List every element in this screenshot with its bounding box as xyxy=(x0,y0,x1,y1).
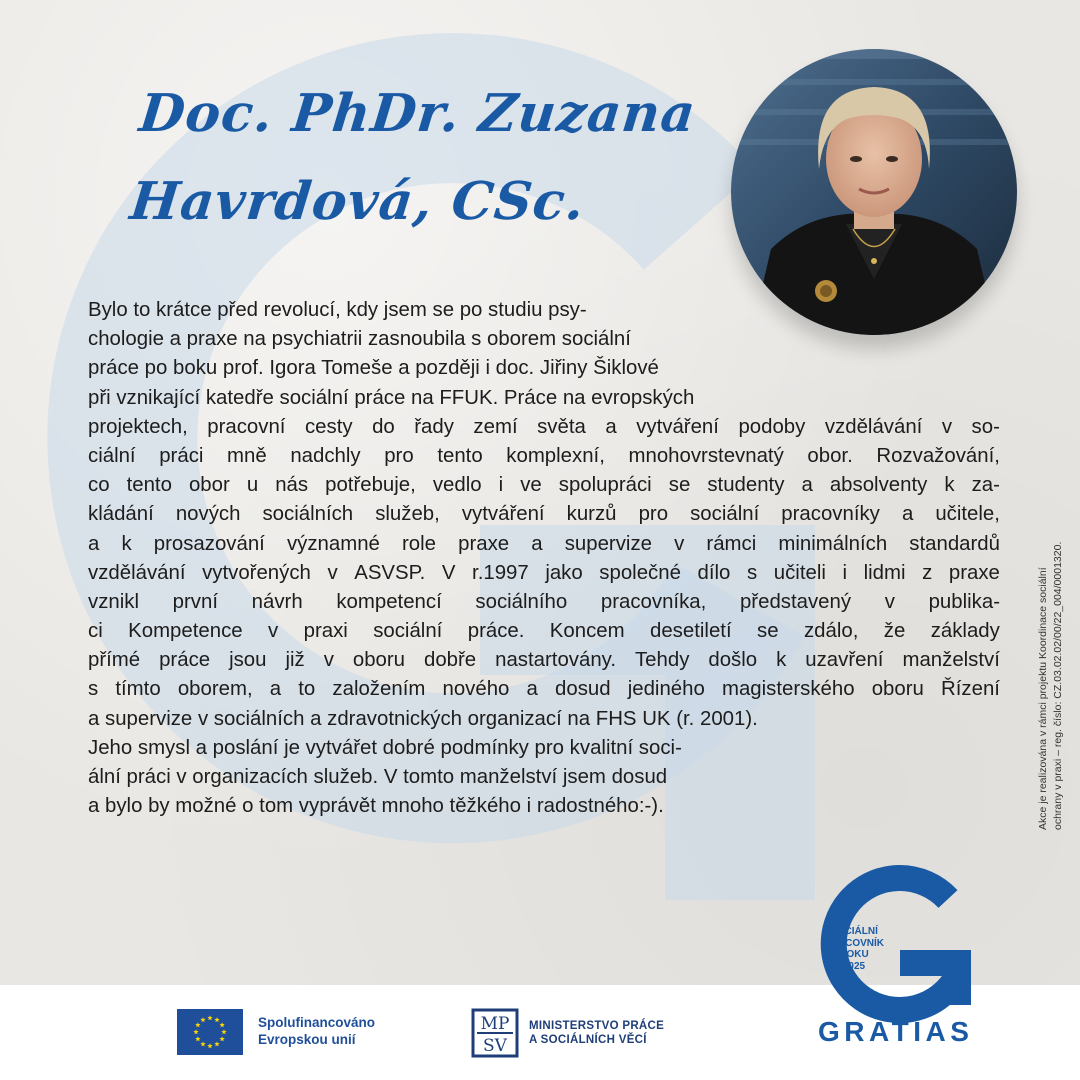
award-label-line-4: 2025 xyxy=(842,960,866,972)
text-word: učiteli xyxy=(773,561,826,584)
text-word: spolupráci xyxy=(558,474,652,497)
text-word: ve xyxy=(520,474,542,497)
text-word: k xyxy=(776,649,787,672)
text-line xyxy=(88,675,1000,704)
text-word: mně xyxy=(227,444,267,467)
text-word: návrh xyxy=(251,590,303,613)
text-word: pracovníky xyxy=(781,503,880,526)
text-word: magisterského xyxy=(721,678,855,701)
text-word: sociálních xyxy=(262,503,354,526)
text-word: supervize xyxy=(564,532,652,555)
text-word: vytváření xyxy=(636,415,719,438)
portrait-photo xyxy=(731,49,1017,335)
text-word: komplexní, xyxy=(506,444,605,467)
text-word: praxi xyxy=(303,620,348,643)
text-word: ci xyxy=(88,620,103,643)
text-word: v xyxy=(268,620,279,643)
text-word: vytváření xyxy=(461,503,545,526)
text-word: dosud xyxy=(555,678,611,701)
text-line xyxy=(88,588,1000,617)
text-word: světa xyxy=(537,415,586,438)
text-word: ASVSP. xyxy=(354,561,426,584)
text-word: role xyxy=(402,532,437,555)
text-word: sociálního xyxy=(475,590,568,613)
text-word: v xyxy=(941,415,953,438)
text-word: k xyxy=(121,532,132,555)
text-word: a xyxy=(531,532,543,555)
text-word: a xyxy=(526,678,538,701)
project-note-line-1: Akce je realizována v rámci projektu Koordinace sociální xyxy=(1037,567,1049,830)
text-word: nastartovány. xyxy=(495,649,617,672)
text-line: chologie a praxe na psychiatrii zasnoubila s oborem sociální xyxy=(88,328,631,351)
text-word: obor. xyxy=(807,444,853,467)
text-word: praxe xyxy=(458,532,510,555)
mpsv-mark-top: MP xyxy=(480,1014,510,1034)
ministry-label xyxy=(529,1019,664,1047)
text-word: oboru xyxy=(352,649,406,672)
text-word: i xyxy=(842,561,847,584)
text-word: pro xyxy=(638,503,669,526)
text-word: podoby xyxy=(738,415,806,438)
text-word: učitele, xyxy=(935,503,1000,526)
text-word: lidmi xyxy=(863,561,906,584)
text-word: rámci xyxy=(706,532,757,555)
project-note-line-2: ochrany v praxi – reg. číslo: CZ.03.02.02/00/22_004/0001320. xyxy=(1052,541,1064,830)
text-word: pro xyxy=(384,444,414,467)
text-word: tento xyxy=(437,444,483,467)
text-word: minimálních xyxy=(778,532,888,555)
text-word: jako xyxy=(545,561,583,584)
gratias-wordmark: GRATIAS xyxy=(818,1016,974,1047)
text-word: nového xyxy=(442,678,510,701)
text-word: oborem, xyxy=(177,678,253,701)
text-word: obor xyxy=(188,474,230,497)
text-line xyxy=(88,559,1000,588)
text-word: kurzů xyxy=(566,503,617,526)
text-word: studenty xyxy=(707,474,785,497)
text-word: absolventy xyxy=(829,474,928,497)
text-word: základy xyxy=(930,620,1000,643)
text-word: nás xyxy=(275,474,309,497)
profile-name-line-1: Doc. PhDr. Zuzana xyxy=(136,83,699,144)
text-word: publika- xyxy=(928,590,1000,613)
text-word: vzdělávání xyxy=(88,561,186,584)
text-word: práce. xyxy=(467,620,525,643)
text-word: práci xyxy=(159,444,204,467)
text-word: do xyxy=(372,415,395,438)
text-word: projektech, xyxy=(88,415,188,438)
text-word: došlo xyxy=(708,649,758,672)
text-word: vedlo xyxy=(432,474,482,497)
text-word: tento xyxy=(126,474,172,497)
text-word: Tehdy xyxy=(634,649,690,672)
text-word: standardů xyxy=(909,532,1000,555)
text-word: již xyxy=(285,649,305,672)
text-word: první xyxy=(172,590,218,613)
eu-label-line-1: Spolufinancováno xyxy=(258,1015,376,1030)
text-word: a xyxy=(605,415,617,438)
text-word: a xyxy=(88,532,100,555)
text-word: v xyxy=(884,590,895,613)
text-word: s xyxy=(88,678,99,701)
text-word: v xyxy=(327,561,338,584)
award-label xyxy=(815,926,893,972)
text-word: společné xyxy=(599,561,681,584)
text-word: to xyxy=(298,678,316,701)
text-word: služeb, xyxy=(375,503,440,526)
text-word: vzdělávání xyxy=(824,415,923,438)
eu-label-line-2: Evropskou unií xyxy=(258,1032,356,1047)
text-word: dílo xyxy=(697,561,731,584)
text-word: že xyxy=(883,620,906,643)
text-word: řady xyxy=(414,415,454,438)
text-line: ální práci v organizacích služeb. V tomto manželství jsem dosud xyxy=(88,766,668,788)
text-word: představený xyxy=(739,590,852,613)
text-word: mnohovrstevnatý xyxy=(628,444,784,467)
award-label-line-2: PRACOVNÍK xyxy=(823,937,884,949)
text-word: zdálo, xyxy=(803,620,859,643)
profile-name-heading xyxy=(126,70,704,246)
text-word: se xyxy=(668,474,691,497)
text-word: a xyxy=(269,678,282,701)
text-word: uzavření xyxy=(805,649,884,672)
text-word: co xyxy=(88,474,110,497)
text-word: z xyxy=(922,561,933,584)
text-word: cesty xyxy=(304,415,353,438)
award-label-line-3: ROKU xyxy=(839,949,869,960)
text-word: Koncem xyxy=(549,620,625,643)
text-word: přímé xyxy=(88,649,141,672)
text-word: nadchly xyxy=(290,444,361,467)
text-word: r.1997 xyxy=(472,561,529,584)
text-line xyxy=(88,442,1000,471)
project-funding-note xyxy=(1036,410,1072,830)
text-word: kompetencí xyxy=(336,590,442,613)
text-word: vytvořených xyxy=(202,561,311,584)
text-line: Jeho smysl a poslání je vytvářet dobré podmínky pro kvalitní soci- xyxy=(88,736,682,759)
text-word: kládání xyxy=(88,503,154,526)
mpsv-logo-icon xyxy=(471,1008,519,1058)
text-word: s xyxy=(746,561,758,584)
text-word: Kompetence xyxy=(128,620,243,643)
profile-name-line-2: Havrdová, CSc. xyxy=(127,171,588,232)
eu-flag-icon xyxy=(177,1009,243,1055)
text-word: založením xyxy=(332,678,426,701)
text-line: Bylo to krátce před revolucí, kdy jsem se po studiu psy- xyxy=(88,299,587,321)
text-line xyxy=(88,530,1000,559)
text-word: Řízení xyxy=(941,678,1000,701)
biography-text xyxy=(88,296,1000,821)
text-word: praxe xyxy=(948,561,1000,584)
text-word: Rozvažování, xyxy=(876,444,1000,467)
text-word: manželství xyxy=(902,649,1000,672)
text-word: nových xyxy=(175,503,241,526)
text-line xyxy=(88,617,1000,646)
text-word: i xyxy=(498,474,504,497)
text-word: sociální xyxy=(373,620,443,643)
text-line: a supervize v sociálních a zdravotnických organizací na FHS UK (r. 2001). xyxy=(88,707,758,730)
text-line: a bylo by možné o tom vyprávět mnoho těžkého i radostného:-). xyxy=(88,795,664,818)
text-word: oboru xyxy=(871,678,924,701)
award-label-line-1: SOCIÁLNÍ xyxy=(830,926,878,937)
text-word: prosazování xyxy=(153,532,265,555)
text-word: jediného xyxy=(627,678,705,701)
text-word: so- xyxy=(971,415,1000,438)
text-word: významné xyxy=(286,532,380,555)
ministry-label-line-1: MINISTERSTVO PRÁCE xyxy=(529,1020,665,1032)
text-line: práce po boku prof. Igora Tomeše a později i doc. Jiřiny Šiklové xyxy=(88,357,659,380)
text-line xyxy=(88,471,1000,500)
text-line: při vznikající katedře sociální práce na FFUK. Práce na evropských xyxy=(88,386,695,409)
text-word: vznikl xyxy=(88,590,139,613)
text-word: jsou xyxy=(229,649,267,672)
text-word: tímto xyxy=(115,678,161,701)
text-word: u xyxy=(246,474,259,497)
text-word: a xyxy=(801,474,813,497)
text-word: práce xyxy=(159,649,211,672)
text-word: sociální xyxy=(690,503,760,526)
text-word: pracovní xyxy=(207,415,286,438)
text-word: dobře xyxy=(423,649,477,672)
text-line xyxy=(88,413,1000,442)
text-word: k xyxy=(944,474,955,497)
text-word: zemí xyxy=(473,415,518,438)
text-word: v xyxy=(674,532,685,555)
text-word: pracovníka, xyxy=(600,590,707,613)
text-word: se xyxy=(757,620,779,643)
text-word: ciální xyxy=(88,444,136,467)
text-word: za- xyxy=(971,474,1000,497)
text-word: a xyxy=(901,503,914,526)
text-word: V xyxy=(441,561,456,584)
text-word: potřebuje, xyxy=(325,474,416,497)
mpsv-mark-bottom: SV xyxy=(483,1036,507,1056)
text-line xyxy=(88,646,1000,675)
text-word: v xyxy=(323,649,334,672)
eu-cofunding-label xyxy=(258,1014,375,1048)
text-word: desetiletí xyxy=(650,620,732,643)
ministry-label-line-2: A SOCIÁLNÍCH VĚCÍ xyxy=(529,1034,647,1046)
text-line xyxy=(88,500,1000,529)
